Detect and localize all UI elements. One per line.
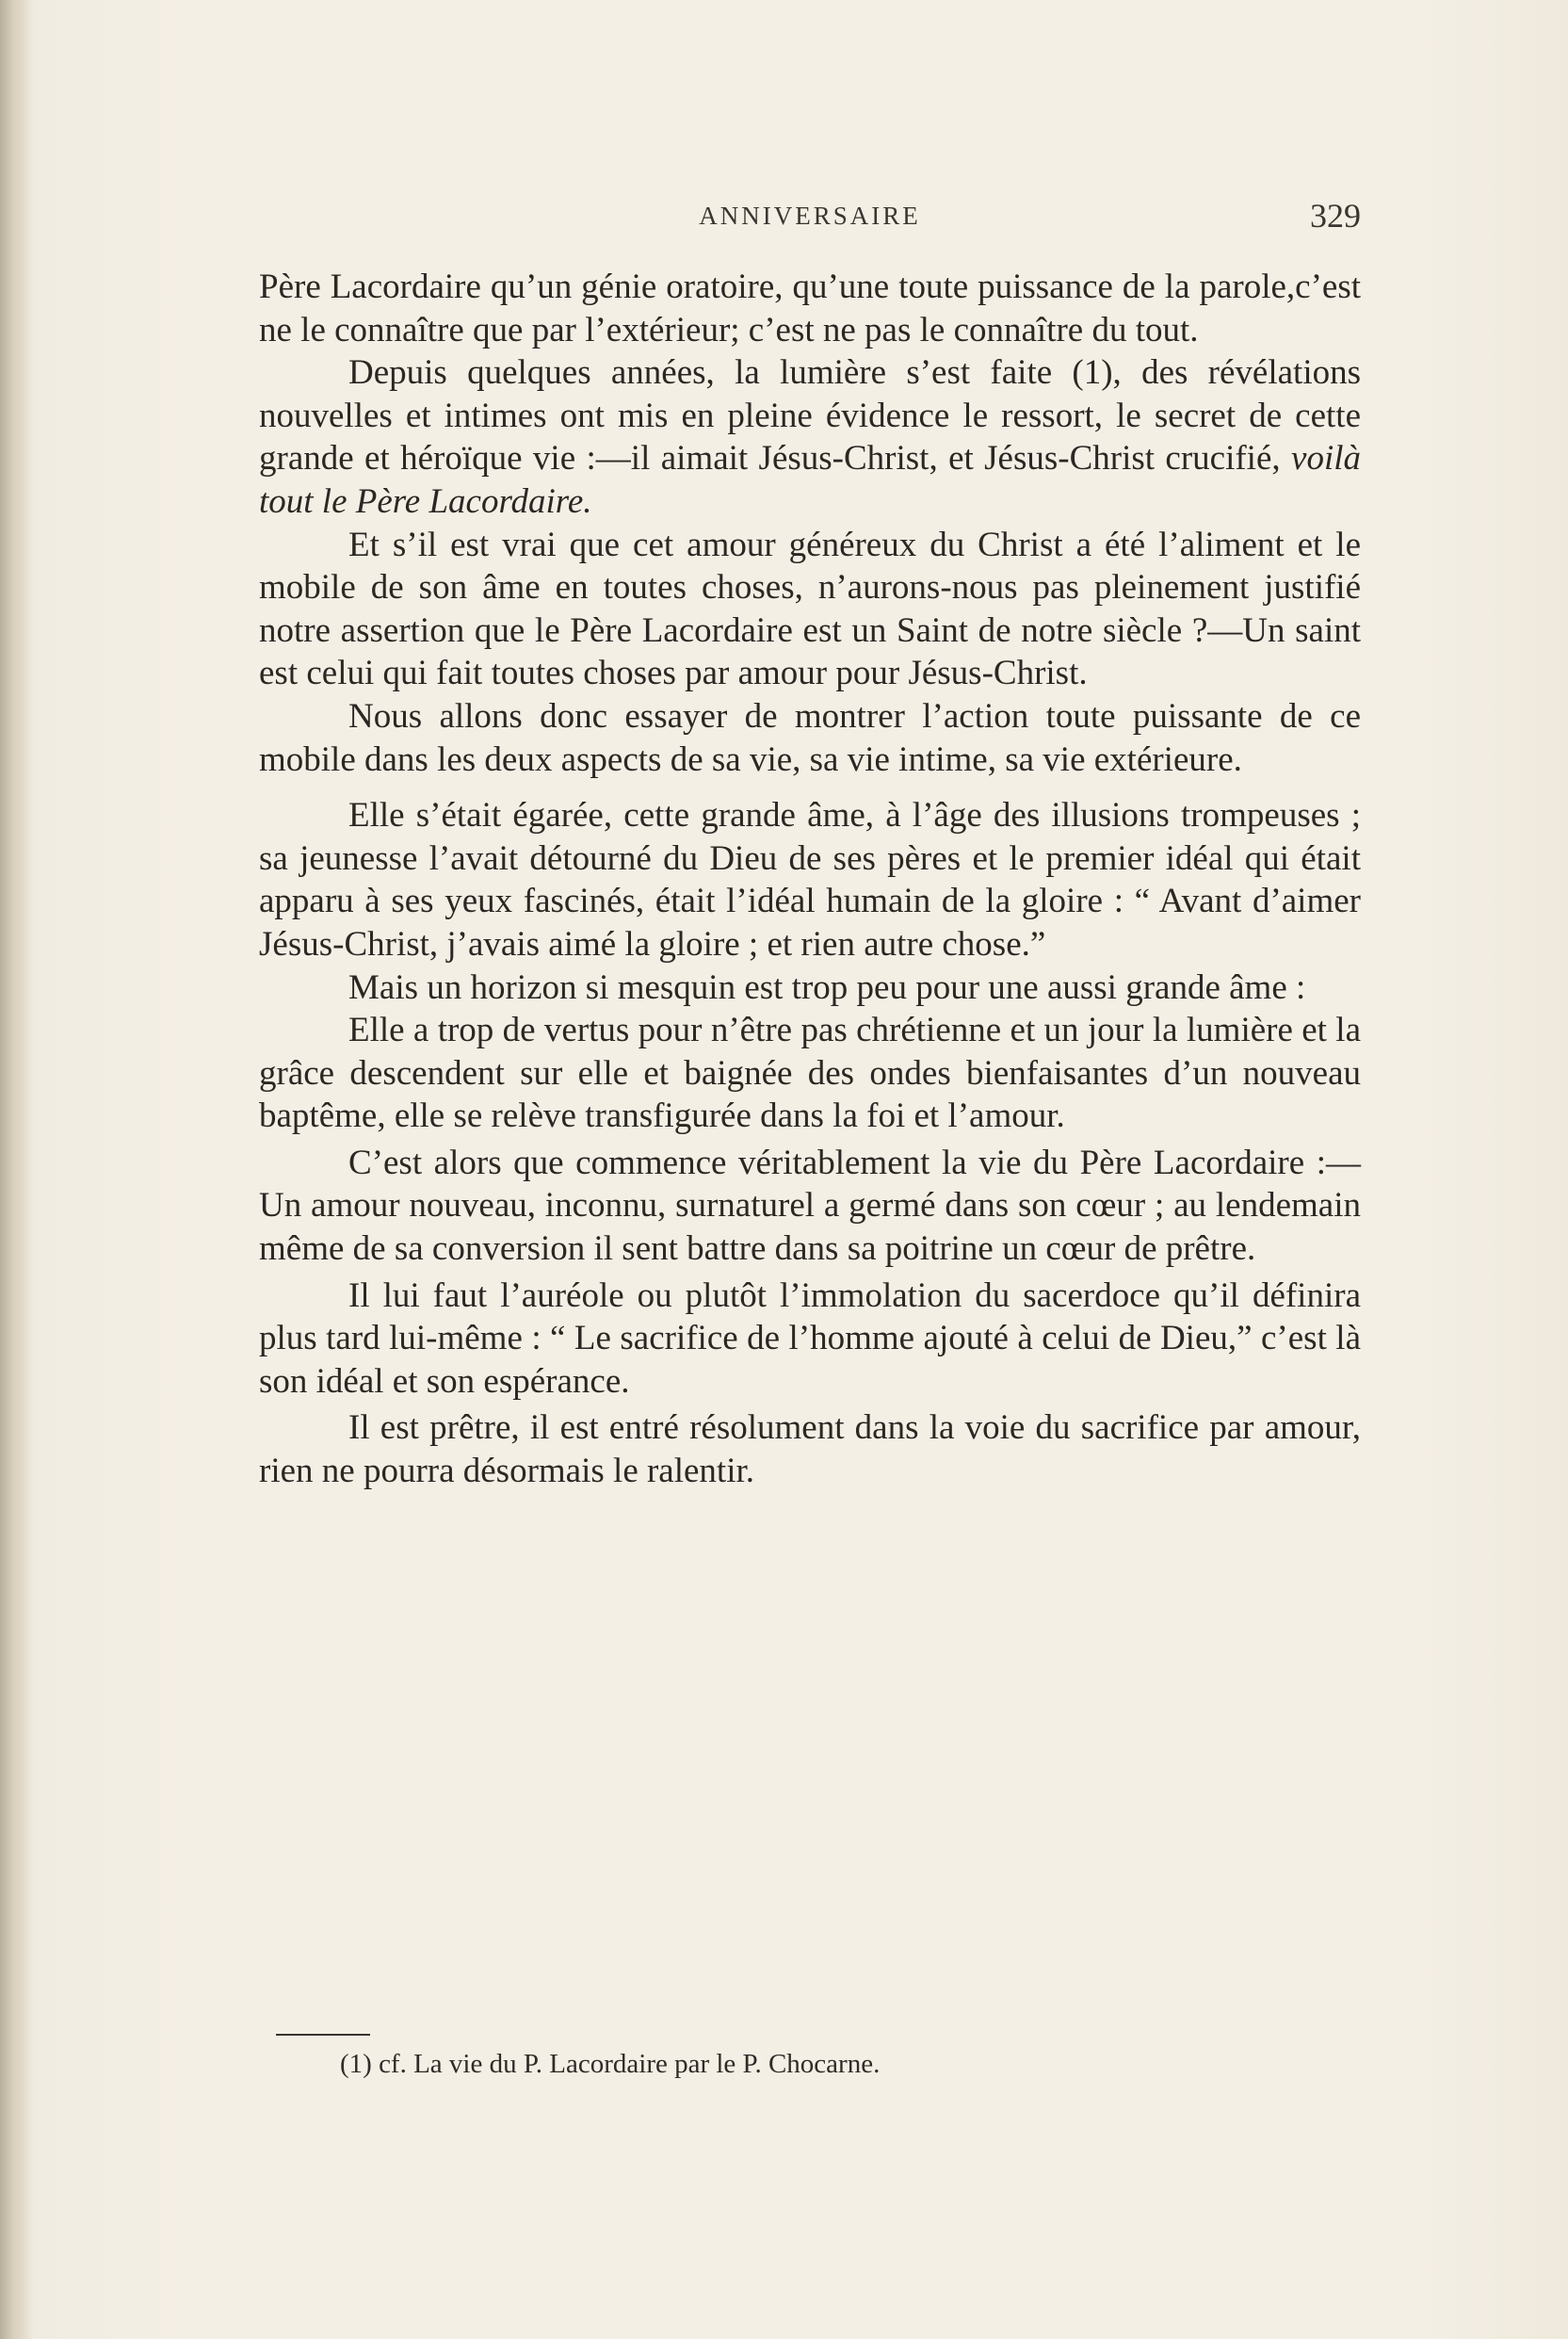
paragraph-text: Et s’il est vrai que cet amour généreux du Christ a été l’aliment et le mobile de son âme en toutes choses, n’aurons-nous pas pleinement justifié notre assertion que le Père Lacordaire est un Saint de notre siècle ?—Un saint est celui qui fait toutes choses par amour pour Jésus-Christ. (259, 525, 1361, 693)
footnote: (1) cf. La vie du P. Lacordaire par le P. Chocarne. (340, 2049, 881, 2079)
paragraph-3 (259, 524, 1361, 695)
paragraph-5 (259, 794, 1361, 966)
body-text (259, 266, 1361, 1493)
footnote-divider (276, 2034, 370, 2036)
paragraph-text: Nous allons donc essayer de montrer l’action toute puissante de ce mobile dans les deux aspects de sa vie, sa vie intime, sa vie extérieure. (259, 696, 1361, 779)
paragraph-text: Père Lacordaire qu’un génie oratoire, qu’une toute puissance de la parole,c’est ne le connaître que par l’extérieur; c’est ne pas le connaître du tout. (259, 268, 1361, 349)
paragraph-1 (259, 266, 1361, 351)
paragraph-9 (259, 1275, 1361, 1404)
paragraph-text: Elle s’était égarée, cette grande âme, à l’âge des illusions trompeuses ; sa jeunesse l’avait détourné du Dieu de ses pères et le premier idéal qui était apparu à ses yeux fascinés, était l’idéal humain de la gloire : “ Avant d’aimer Jésus-Christ, j’avais aimé la gloire ; et rien autre chose.” (259, 796, 1361, 964)
paragraph-6 (259, 966, 1361, 1010)
paragraph-text: Mais un horizon si mesquin est trop peu pour une aussi grande âme : (348, 967, 1306, 1007)
paragraph-text: Il est prêtre, il est entré résolument dans la voie du sacrifice par amour, rien ne pourra désormais le ralentir. (259, 1408, 1361, 1491)
paragraph-text: C’est alors que commence véritablement la vie du Père Lacordaire :—Un amour nouveau, inconnu, surnaturel a germé dans son cœur ; au lendemain même de sa conversion il sent battre dans sa poitrine un cœur de prêtre. (259, 1143, 1361, 1269)
paragraph-text: Depuis quelques années, la lumière s’est faite (1), des révélations nouvelles et intimes ont mis en pleine évidence le ressort, le secret de cette grande et héroïque vie :—il aimait Jésus-Christ, et Jésus-Christ crucifié, (259, 353, 1361, 479)
running-title: ANNIVERSAIRE (699, 202, 921, 230)
paragraph-10 (259, 1406, 1361, 1492)
italic-phrase: voilà tout le Père Lacordaire. (259, 439, 1361, 521)
binding-edge (0, 0, 32, 2339)
paragraph-4 (259, 695, 1361, 781)
paragraph-7 (259, 1009, 1361, 1138)
paragraph-text: Il lui faut l’auréole ou plutôt l’immolation du sacerdoce qu’il définira plus tard lui-même : “ Le sacrifice de l’homme ajouté à celui de Dieu,” c’est là son idéal et son espérance. (259, 1275, 1361, 1401)
paragraph-text: Elle a trop de vertus pour n’être pas chrétienne et un jour la lumière et la grâce descendent sur elle et baignée des ondes bienfaisantes d’un nouveau baptême, elle se relève transfigurée dans la foi et l’amour. (259, 1011, 1361, 1136)
paragraph-2 (259, 351, 1361, 523)
page-header (259, 197, 1361, 249)
page-number: 329 (1310, 197, 1361, 235)
paragraph-8 (259, 1142, 1361, 1271)
